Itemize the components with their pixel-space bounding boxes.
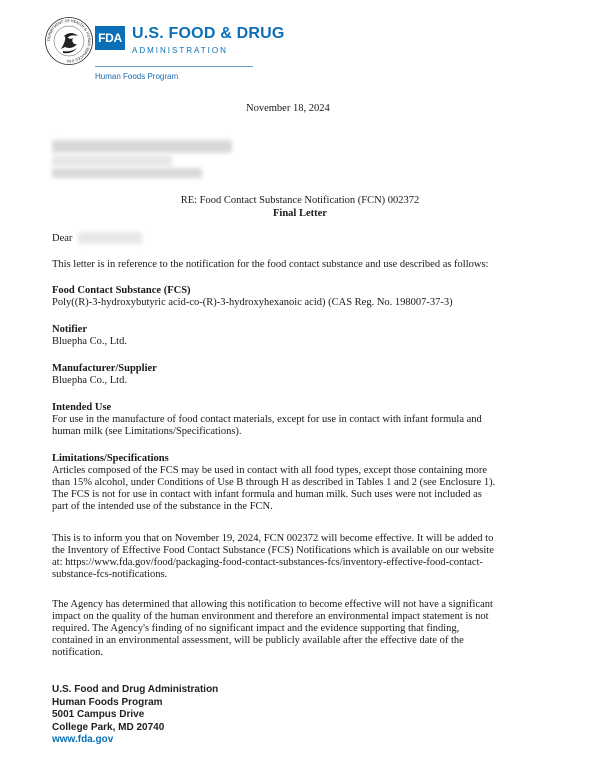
- section-text-limitations-2: than 15% alcohol, under Conditions of Use B through H as described in Tables 1 and 2 (see Enclosure 1).: [52, 477, 496, 488]
- effective-paragraph-2: the Inventory of Effective Food Contact Substance (FCS) Notifications which is available on our website: [52, 545, 494, 556]
- seal-text: DEPARTMENT OF HEALTH & HUMAN SERVICES USA: [46, 18, 92, 64]
- footer-website-link[interactable]: www.fda.gov: [52, 734, 114, 745]
- section-text-notifier: Bluepha Co., Ltd.: [52, 336, 127, 347]
- re-line: RE: Food Contact Substance Notification (FCN) 002372: [180, 195, 420, 206]
- fda-logo: [95, 26, 285, 55]
- fda-logo-box: FDA: [95, 26, 125, 50]
- agency-paragraph-1: The Agency has determined that allowing this notification to become effective will not have a significant: [52, 599, 493, 610]
- section-text-fcs: Poly((R)-3-hydroxybutyric acid-co-(R)-3-hydroxyhexanoic acid) (CAS Reg. No. 198007-37-3): [52, 297, 453, 308]
- section-text-limitations-4: part of the intended use of the substance in the FCN.: [52, 501, 273, 512]
- agency-paragraph-2: impact on the quality of the human environment and therefore an environmental impact statement is not: [52, 611, 489, 622]
- footer-street: 5001 Campus Drive: [52, 709, 145, 720]
- re-subtitle: Final Letter: [273, 208, 327, 219]
- section-heading-manufacturer: Manufacturer/Supplier: [52, 363, 157, 374]
- agency-paragraph-4: contained in an environmental assessment, will be publicly available after the effective date of the: [52, 635, 464, 646]
- intro-paragraph: This letter is in reference to the notification for the food contact substance and use described as follows:: [52, 259, 489, 270]
- section-heading-fcs: Food Contact Substance (FCS): [52, 285, 191, 296]
- section-text-intended-use-2: human milk (see Limitations/Specifications).: [52, 426, 242, 437]
- section-text-manufacturer: Bluepha Co., Ltd.: [52, 375, 127, 386]
- fda-logo-title: U.S. FOOD & DRUG: [132, 25, 285, 42]
- section-text-limitations-3: The FCS is not for use in contact with infant formula and human milk. Such uses were not included as: [52, 489, 482, 500]
- hhs-seal-icon: [44, 16, 94, 66]
- footer-address: [52, 684, 218, 747]
- salutation: Dear: [52, 233, 73, 244]
- letter-date: November 18, 2024: [246, 103, 330, 114]
- program-name: Human Foods Program: [95, 72, 179, 81]
- agency-paragraph-5: notification.: [52, 647, 104, 658]
- footer-agency: U.S. Food and Drug Administration: [52, 684, 219, 695]
- section-heading-limitations: Limitations/Specifications: [52, 453, 169, 464]
- agency-paragraph-3: required. The Agency's finding of no significant impact and the evidence supporting that finding,: [52, 623, 460, 634]
- effective-paragraph-4: substance-fcs-notifications.: [52, 569, 168, 580]
- section-text-intended-use-1: For use in the manufacture of food contact materials, except for use in contact with infant formula and: [52, 414, 482, 425]
- section-heading-intended-use: Intended Use: [52, 402, 112, 413]
- section-heading-notifier: Notifier: [52, 324, 87, 335]
- fda-logo-subtitle: ADMINISTRATION: [132, 46, 228, 55]
- footer-city: College Park, MD 20740: [52, 721, 165, 733]
- footer-program: Human Foods Program: [52, 696, 163, 708]
- section-text-limitations-1: Articles composed of the FCS may be used in contact with all food types, except those containing more: [52, 465, 488, 476]
- header-divider: [95, 66, 253, 67]
- effective-paragraph-1: This is to inform you that on November 19, 2024, FCN 002372 will become effective. It will be added to: [52, 533, 494, 544]
- effective-paragraph-3: at: https://www.fda.gov/food/packaging-food-contact-substances-fcs/inventory-effective-food-contact-: [52, 557, 483, 568]
- redacted-recipient-name: [78, 232, 142, 244]
